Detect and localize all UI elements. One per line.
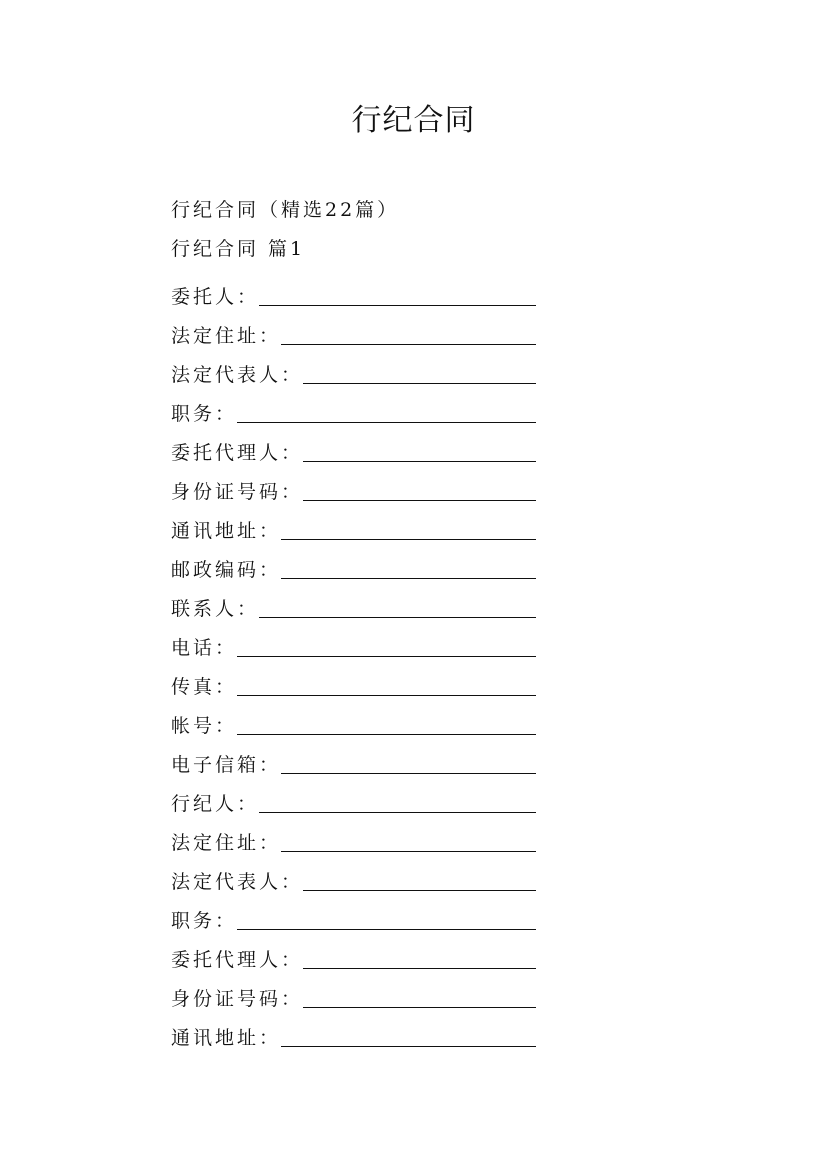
field-blank-line xyxy=(303,383,536,384)
form-field xyxy=(171,819,536,858)
field-label: 法定代表人： xyxy=(171,871,304,893)
form-field xyxy=(171,702,536,741)
field-label: 委托代理人： xyxy=(171,442,304,464)
field-blank-line xyxy=(281,851,536,852)
form-field xyxy=(171,897,536,936)
field-label: 电子信箱： xyxy=(171,754,282,776)
section-heading: 行纪合同 篇1 xyxy=(171,238,306,260)
form-field xyxy=(171,273,536,312)
field-label: 法定住址： xyxy=(171,325,282,347)
field-label: 法定代表人： xyxy=(171,364,304,386)
field-label: 行纪人： xyxy=(171,793,260,815)
field-label: 委托代理人： xyxy=(171,949,304,971)
field-label: 帐号： xyxy=(171,715,238,737)
field-blank-line xyxy=(303,968,536,969)
field-label: 职务： xyxy=(171,910,238,932)
form-field xyxy=(171,429,536,468)
field-label: 身份证号码： xyxy=(171,481,304,503)
field-blank-line xyxy=(303,890,536,891)
form-field xyxy=(171,741,536,780)
field-blank-line xyxy=(303,1007,536,1008)
form-field xyxy=(171,585,536,624)
field-blank-line xyxy=(281,578,536,579)
form-field xyxy=(171,858,536,897)
form-field xyxy=(171,351,536,390)
field-blank-line xyxy=(237,695,536,696)
form-field xyxy=(171,507,536,546)
form-field xyxy=(171,546,536,585)
field-label: 通讯地址： xyxy=(171,1027,282,1049)
field-blank-line xyxy=(281,539,536,540)
document-body xyxy=(171,195,541,1053)
field-blank-line xyxy=(259,617,536,618)
form-field xyxy=(171,936,536,975)
form-field xyxy=(171,390,536,429)
field-blank-line xyxy=(303,461,536,462)
field-blank-line xyxy=(237,929,536,930)
field-blank-line xyxy=(281,1046,536,1047)
field-label: 联系人： xyxy=(171,598,260,620)
document-heading: 行纪合同（精选22篇） xyxy=(171,199,400,221)
form-field xyxy=(171,1014,536,1053)
form-field xyxy=(171,780,536,819)
field-label: 通讯地址： xyxy=(171,520,282,542)
field-blank-line xyxy=(259,305,536,306)
field-blank-line xyxy=(281,344,536,345)
document-title: 行纪合同 xyxy=(351,103,476,138)
field-label: 传真： xyxy=(171,676,238,698)
form-field xyxy=(171,468,536,507)
field-blank-line xyxy=(237,656,536,657)
field-blank-line xyxy=(237,422,536,423)
field-label: 邮政编码： xyxy=(171,559,282,581)
field-blank-line xyxy=(281,773,536,774)
form-field xyxy=(171,312,536,351)
field-blank-line xyxy=(303,500,536,501)
form-field xyxy=(171,975,536,1014)
form-field xyxy=(171,663,536,702)
field-label: 电话： xyxy=(171,637,238,659)
field-label: 职务： xyxy=(171,403,238,425)
field-label: 法定住址： xyxy=(171,832,282,854)
field-label: 身份证号码： xyxy=(171,988,304,1010)
field-blank-line xyxy=(237,734,536,735)
field-label: 委托人： xyxy=(171,286,260,308)
field-blank-line xyxy=(259,812,536,813)
form-field xyxy=(171,624,536,663)
